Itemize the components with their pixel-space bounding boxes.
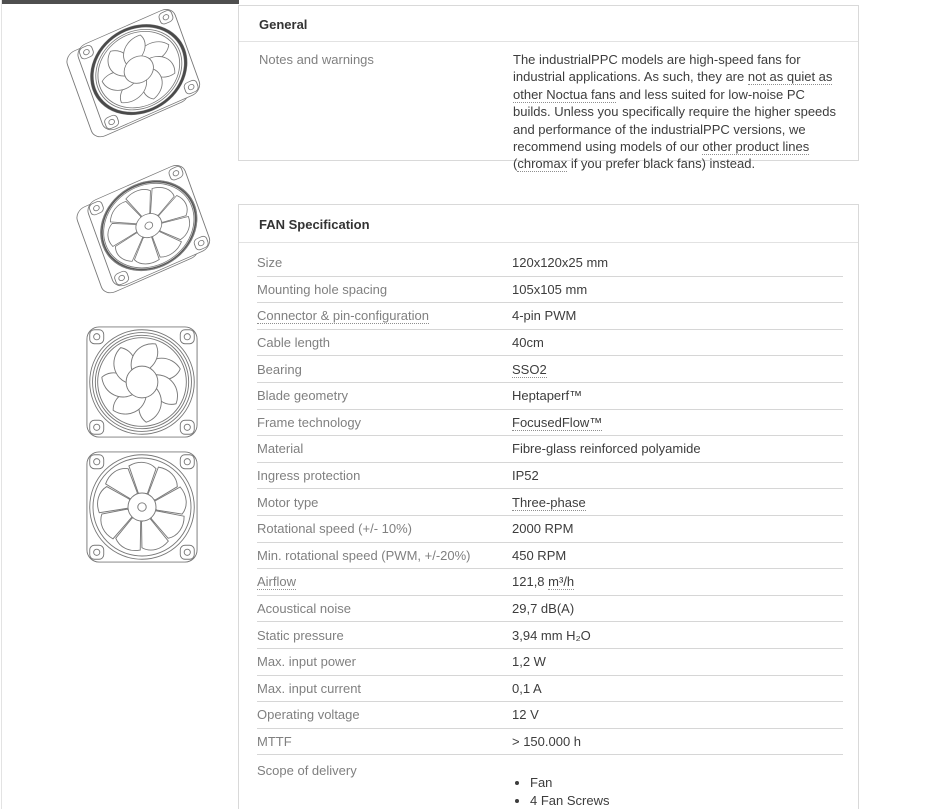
spec-label: [257, 388, 512, 403]
spec-row: [257, 330, 843, 357]
spec-value: [512, 255, 608, 270]
fan-specification-card: [238, 204, 859, 809]
spec-label: [257, 308, 512, 323]
inline-text: The industrialPPC models are high-speed fans for industrial applications. As such, they are: [513, 52, 801, 85]
spec-value-text: > 150.000 h: [512, 733, 582, 749]
spec-label: [257, 654, 512, 669]
spec-value: [512, 335, 544, 350]
spec-value: [512, 468, 539, 483]
spec-label-text: Blade geometry: [257, 388, 349, 404]
spec-row: [257, 383, 843, 410]
spec-row: [257, 569, 843, 596]
spec-row: [257, 463, 843, 490]
spec-value-text: 450 RPM: [512, 547, 567, 563]
spec-row: [257, 676, 843, 703]
spec-value: [512, 362, 547, 377]
spec-value-text: Heptaperf™: [512, 388, 583, 404]
spec-label-text: Operating voltage: [257, 707, 360, 723]
thumbnail-fan-isometric-rear[interactable]: [71, 148, 223, 318]
inline-link[interactable]: other product lines: [702, 139, 810, 155]
scope-of-delivery-list: [530, 774, 609, 809]
thumbnail-fan-front[interactable]: [86, 326, 198, 438]
inline-link[interactable]: not as quiet as other Noctua fans: [513, 69, 833, 102]
spec-row: [257, 489, 843, 516]
spec-value: [512, 763, 609, 809]
spec-value: [512, 548, 566, 563]
spec-label-text: Motor type: [257, 494, 319, 510]
spec-row: [257, 755, 843, 809]
spec-value-link[interactable]: SSO2: [512, 361, 547, 377]
spec-value: [512, 707, 539, 722]
spec-value: [512, 654, 546, 669]
spec-label: [257, 574, 512, 589]
spec-label-text: Acoustical noise: [257, 601, 351, 617]
spec-label: [257, 468, 512, 483]
fan-isometric-rear-drawing: [71, 148, 223, 318]
inline-link[interactable]: chromax: [517, 156, 568, 172]
spec-label: [257, 734, 512, 749]
spec-value: [512, 601, 574, 616]
spec-value-text: 105x105 mm: [512, 281, 588, 297]
spec-row: [257, 436, 843, 463]
general-card-title: General: [239, 6, 858, 42]
thumbnail-fan-rear[interactable]: [86, 451, 198, 563]
spec-label-text: Material: [257, 441, 304, 457]
spec-label: [257, 441, 512, 456]
spec-label: [257, 763, 512, 778]
spec-value-text: 4-pin PWM: [512, 308, 577, 324]
spec-value-text: 2000 RPM: [512, 521, 574, 537]
spec-label: [257, 707, 512, 722]
spec-label: [257, 495, 512, 510]
spec-row: [257, 543, 843, 570]
spec-row: [257, 702, 843, 729]
spec-card-title: FAN Specification: [239, 205, 858, 243]
spec-label-text: MTTF: [257, 733, 292, 749]
spec-value: [512, 282, 587, 297]
spec-label: [257, 681, 512, 696]
spec-value-text: 29,7 dB(A): [512, 601, 575, 617]
spec-value-text: 3,94 mm H₂O: [512, 627, 591, 643]
spec-value-text: 1,2 W: [512, 654, 546, 670]
spec-value-text: IP52: [512, 468, 539, 484]
spec-label-text: Cable length: [257, 335, 330, 351]
spec-label-text: Max. input current: [257, 680, 362, 696]
spec-value: [512, 388, 582, 403]
spec-label-link[interactable]: Connector & pin-configuration: [257, 308, 429, 324]
spec-value-text: 121,8: [512, 574, 549, 590]
spec-label: [257, 628, 512, 643]
spec-row: [257, 596, 843, 623]
spec-label-text: Frame technology: [257, 414, 362, 430]
spec-rows: [239, 243, 858, 809]
spec-value-text: 40cm: [512, 335, 544, 351]
spec-label: [257, 335, 512, 350]
spec-value: [512, 308, 576, 323]
spec-label: [257, 548, 512, 563]
spec-label-link[interactable]: Airflow: [257, 574, 297, 590]
spec-row: [257, 356, 843, 383]
spec-value-text: 0,1 A: [512, 680, 542, 696]
notes-label: Notes and warnings: [259, 52, 374, 67]
spec-value: [512, 441, 701, 456]
spec-row: [257, 516, 843, 543]
spec-label: [257, 601, 512, 616]
spec-label-text: Min. rotational speed (PWM, +/-20%): [257, 547, 471, 563]
spec-row: [257, 649, 843, 676]
spec-row: [257, 729, 843, 756]
spec-value: [512, 521, 573, 536]
spec-label-text: Bearing: [257, 361, 302, 377]
spec-label-text: Mounting hole spacing: [257, 281, 388, 297]
spec-unit-link[interactable]: m³/h: [548, 574, 575, 590]
spec-value: [512, 681, 542, 696]
inline-text: (: [513, 156, 518, 172]
spec-label-text: Size: [257, 255, 283, 271]
thumbnail-fan-isometric-front[interactable]: [61, 0, 213, 162]
delivery-item: • 4 Fan Screws: [530, 792, 609, 809]
spec-label-text: Static pressure: [257, 627, 344, 643]
spec-value-text: 120x120x25 mm: [512, 255, 609, 271]
fan-front-drawing: [86, 326, 198, 438]
spec-value: [512, 734, 581, 749]
spec-label: [257, 415, 512, 430]
spec-row: [257, 303, 843, 330]
spec-label: [257, 362, 512, 377]
spec-value: [512, 628, 591, 643]
notes-row: [239, 42, 858, 178]
spec-value: [512, 495, 586, 510]
spec-value-link[interactable]: FocusedFlow™: [512, 414, 603, 430]
fan-rear-drawing: [86, 451, 198, 563]
inline-text: if you prefer black fans) instead.: [567, 156, 756, 172]
spec-row: [257, 622, 843, 649]
general-card: [238, 5, 859, 172]
spec-label-text: Scope of delivery: [257, 763, 357, 779]
fan-isometric-front-drawing: [61, 0, 213, 162]
spec-row: [257, 410, 843, 437]
spec-label-text: Rotational speed (+/- 10%): [257, 521, 413, 537]
inline-text: and less suited for low-noise PC builds. Unless you specifically require the higher speeds and performance of the industrialPPC versions, we recommend using models of our: [513, 86, 837, 155]
spec-label-text: Max. input power: [257, 654, 356, 670]
spec-row: [257, 250, 843, 277]
delivery-item: • Fan: [530, 774, 609, 792]
spec-value-link[interactable]: Three-phase: [512, 494, 586, 510]
spec-label: [257, 282, 512, 297]
notes-text: [513, 51, 841, 173]
image-carousel-sidebar: [1, 0, 238, 809]
spec-label: [257, 521, 512, 536]
spec-value: [512, 415, 602, 430]
spec-row: [257, 277, 843, 304]
spec-label-text: Ingress protection: [257, 468, 361, 484]
spec-value: [512, 574, 574, 589]
spec-value-text: 12 V: [512, 707, 539, 723]
spec-value-text: Fibre-glass reinforced polyamide: [512, 441, 701, 457]
spec-label: [257, 255, 512, 270]
